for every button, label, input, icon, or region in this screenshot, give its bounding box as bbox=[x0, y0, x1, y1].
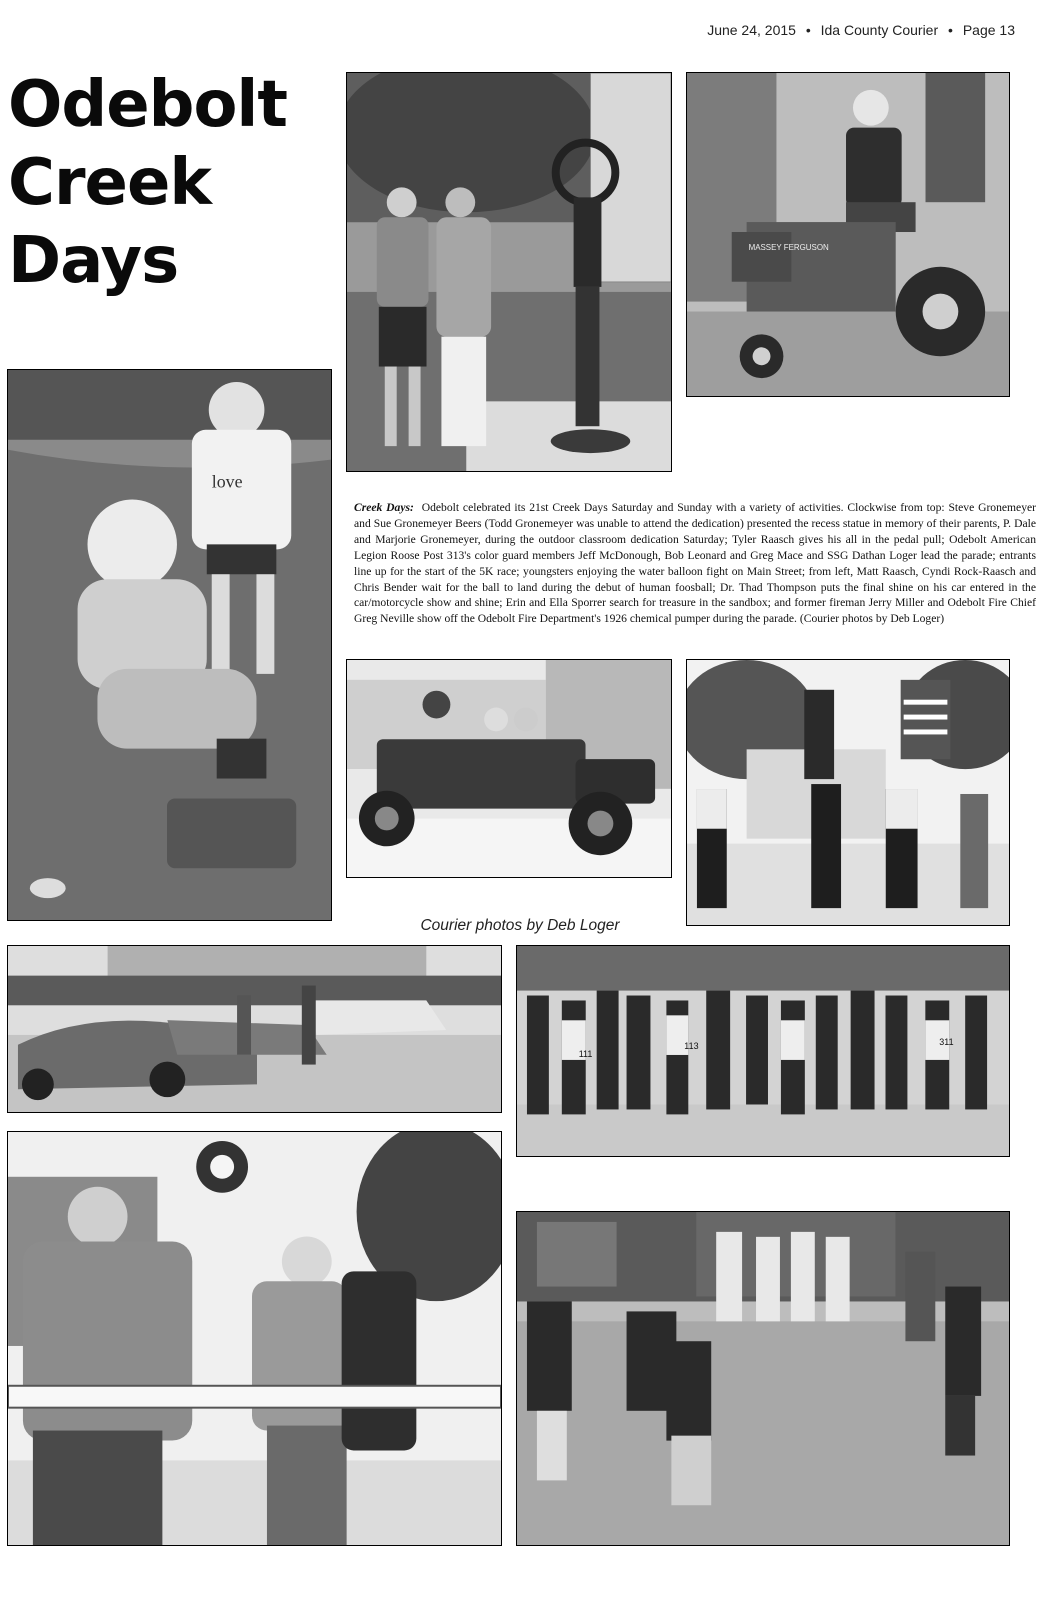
title-line-3: Days bbox=[8, 224, 179, 298]
photo-credit: Courier photos by Deb Loger bbox=[420, 917, 620, 934]
photo-fire-pumper bbox=[346, 659, 672, 878]
photo-caption bbox=[354, 500, 1036, 627]
header-date: June 24, 2015 bbox=[707, 22, 796, 38]
caption-text: Odebolt celebrated its 21st Creek Days Saturday and Sunday with a variety of activities. Clockwise from top: Steve Gronemeyer and Sue Gronemeyer Beers (Todd Gronemeyer was unable to attend the dedication) presented the recess statue in memory of their parents, P. Dale and Marjorie Gronemeyer, during the outdoor classroom dedication Saturday; Tyler Raasch gives his all in the pedal pull; Odebolt American Legion Roose Post 313's color guard members Jeff McDonough, Bob Leonard and Greg Mace and SSG Dathan Loger lead the parade; entrants line up for the start of the 5K race; youngsters enjoying the water balloon fight on Main Street; from left, Matt Raasch, Cyndi Rock-Raasch and Chris Bender wait for the ball to land during the debut of human foosball; Dr. Thad Thompson puts the final shine on his car entered in the car/motorcycle show and shine; Erin and Ella Sporrer search for treasure in the sandbox; and former fireman Jerry Miller and Odebolt Fire Chief Greg Neville show off the Odebolt Fire Department's 1926 chemical pumper during the parade. (Courier photos by Deb Loger) bbox=[354, 501, 1037, 626]
header-separator: • bbox=[948, 22, 953, 38]
photo-color-guard bbox=[686, 659, 1010, 926]
title-line-2: Creek bbox=[8, 146, 211, 220]
caption-lead: Creek Days: bbox=[354, 501, 414, 514]
runner-bib-text: 311 bbox=[939, 1037, 954, 1048]
photo-water-balloon-fight bbox=[516, 1211, 1010, 1546]
photo-pedal-pull bbox=[686, 72, 1010, 397]
photo-statue-dedication bbox=[346, 72, 672, 472]
tractor-brand-text: MASSEY FERGUSON bbox=[748, 242, 829, 252]
header-publication: Ida County Courier bbox=[820, 22, 939, 38]
photo-5k-start bbox=[516, 945, 1010, 1157]
photo-car-show bbox=[7, 945, 502, 1113]
photo-human-foosball bbox=[7, 1131, 502, 1546]
shirt-print-text: love bbox=[211, 471, 243, 492]
title-line-1: Odebolt bbox=[8, 68, 287, 142]
header-page-number: Page 13 bbox=[962, 22, 1015, 38]
runner-bib-text: 113 bbox=[684, 1041, 699, 1052]
page-title bbox=[8, 66, 287, 300]
photo-sandbox bbox=[7, 369, 332, 921]
page-header bbox=[707, 22, 1015, 38]
header-separator: • bbox=[805, 22, 811, 38]
runner-bib-text: 111 bbox=[578, 1048, 593, 1059]
